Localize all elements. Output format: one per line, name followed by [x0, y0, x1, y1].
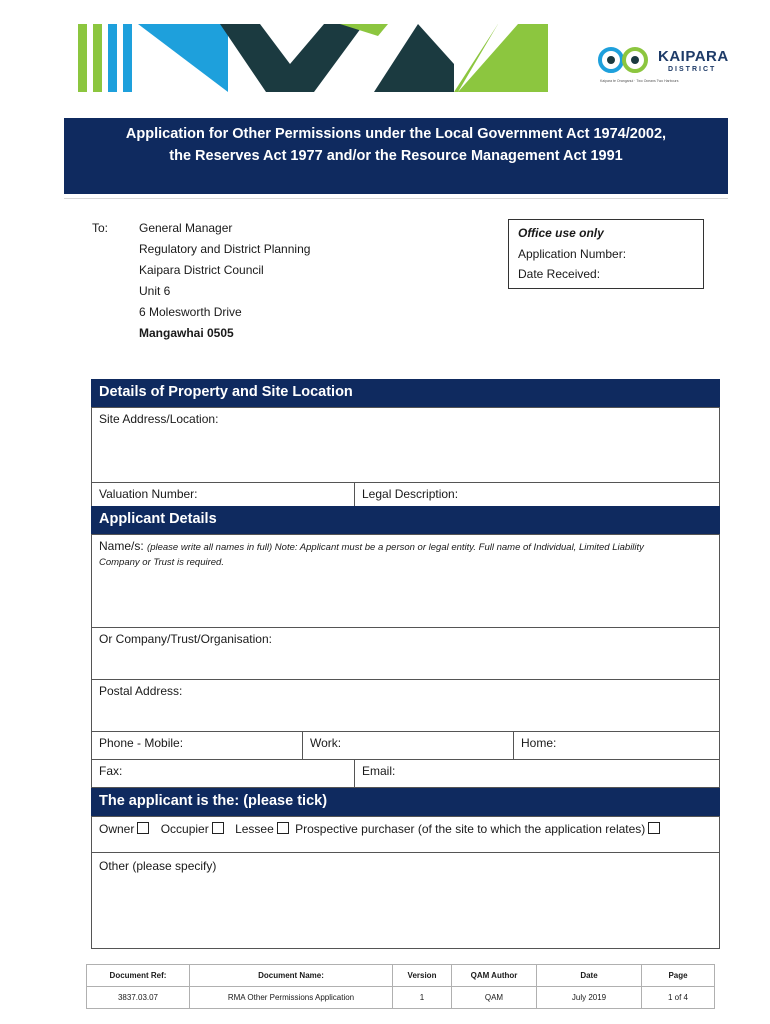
- names-note: (please write all names in full) Note: Applicant must be a person or legal entity. Full name of Individual, Limited Liability: [147, 542, 644, 553]
- occupier-checkbox[interactable]: [212, 822, 224, 834]
- property-section-heading: Details of Property and Site Location: [91, 379, 720, 408]
- postal-address-field[interactable]: [91, 679, 720, 732]
- owner-label: Owner: [99, 822, 135, 836]
- names-label: Name/s:: [99, 539, 144, 553]
- email-label: Email:: [362, 764, 396, 778]
- email-field[interactable]: [354, 759, 720, 788]
- address-line: Unit 6: [139, 284, 171, 298]
- work-phone-label: Work:: [310, 736, 342, 750]
- prospective-purchaser-label: Prospective purchaser (of the site to which the application relates): [295, 822, 646, 836]
- address-line: General Manager: [139, 221, 233, 235]
- lessee-checkbox[interactable]: [277, 822, 289, 834]
- mobile-phone-field[interactable]: [91, 731, 303, 760]
- address-line-bold: Mangawhai 0505: [139, 326, 234, 340]
- applicant-type-heading: The applicant is the: (please tick): [91, 788, 720, 817]
- applicant-type-options: [91, 816, 720, 853]
- table-header: Document Name:: [190, 965, 393, 987]
- table-cell: 1 of 4: [642, 987, 715, 1009]
- applicant-section-heading: Applicant Details: [91, 506, 720, 535]
- company-label: Or Company/Trust/Organisation:: [99, 632, 272, 646]
- fax-field[interactable]: [91, 759, 355, 788]
- document-title: [64, 118, 728, 194]
- fax-label: Fax:: [99, 764, 123, 778]
- home-phone-label: Home:: [521, 736, 557, 750]
- table-cell: QAM: [452, 987, 537, 1009]
- office-use-heading: Office use only: [518, 226, 604, 240]
- prospective-purchaser-checkbox[interactable]: [648, 822, 660, 834]
- address-line: Regulatory and District Planning: [139, 242, 311, 256]
- logo-name: KAIPARA: [658, 48, 729, 65]
- header-banner-graphic: [78, 24, 548, 92]
- occupier-label: Occupier: [160, 822, 209, 836]
- logo-sub: DISTRICT: [668, 66, 717, 73]
- logo-tagline: Kaipara te Oranganui · Two Oceans Two Harbours: [600, 79, 679, 83]
- date-received-label: Date Received:: [518, 267, 601, 281]
- table-cell: RMA Other Permissions Application: [190, 987, 393, 1009]
- table-cell: 1: [393, 987, 452, 1009]
- valuation-number-field[interactable]: [91, 482, 355, 507]
- divider: [64, 198, 728, 199]
- address-line: Kaipara District Council: [139, 263, 264, 277]
- site-address-label: Site Address/Location:: [99, 412, 219, 426]
- company-field[interactable]: [91, 627, 720, 680]
- valuation-number-label: Valuation Number:: [99, 487, 198, 501]
- table-header: Page: [642, 965, 715, 987]
- other-specify-label: Other (please specify): [99, 859, 217, 873]
- title-line-2: the Reserves Act 1977 and/or the Resource Management Act 1991: [169, 148, 623, 164]
- office-use-box: [508, 219, 704, 289]
- table-header: Document Ref:: [87, 965, 190, 987]
- work-phone-field[interactable]: [302, 731, 514, 760]
- names-field[interactable]: [91, 534, 720, 628]
- site-address-field[interactable]: [91, 407, 720, 483]
- postal-address-label: Postal Address:: [99, 684, 183, 698]
- home-phone-field[interactable]: [513, 731, 720, 760]
- address-line: 6 Molesworth Drive: [139, 305, 242, 319]
- mobile-phone-label: Phone - Mobile:: [99, 736, 184, 750]
- to-label: To:: [92, 221, 109, 235]
- table-cell: 3837.03.07: [87, 987, 190, 1009]
- application-number-label: Application Number:: [518, 247, 627, 261]
- table-header: QAM Author: [452, 965, 537, 987]
- table-cell: July 2019: [537, 987, 642, 1009]
- title-line-1: Application for Other Permissions under the Local Government Act 1974/2002,: [125, 126, 667, 142]
- table-header: Version: [393, 965, 452, 987]
- lessee-label: Lessee: [235, 822, 274, 836]
- other-specify-field[interactable]: [91, 852, 720, 949]
- owner-checkbox[interactable]: [137, 822, 149, 834]
- table-header-row: [87, 965, 715, 987]
- table-row: [87, 987, 715, 1009]
- legal-description-label: Legal Description:: [362, 487, 459, 501]
- legal-description-field[interactable]: [354, 482, 720, 507]
- document-info-table: [86, 964, 715, 1009]
- table-header: Date: [537, 965, 642, 987]
- names-note-continued: Company or Trust is required.: [99, 557, 224, 568]
